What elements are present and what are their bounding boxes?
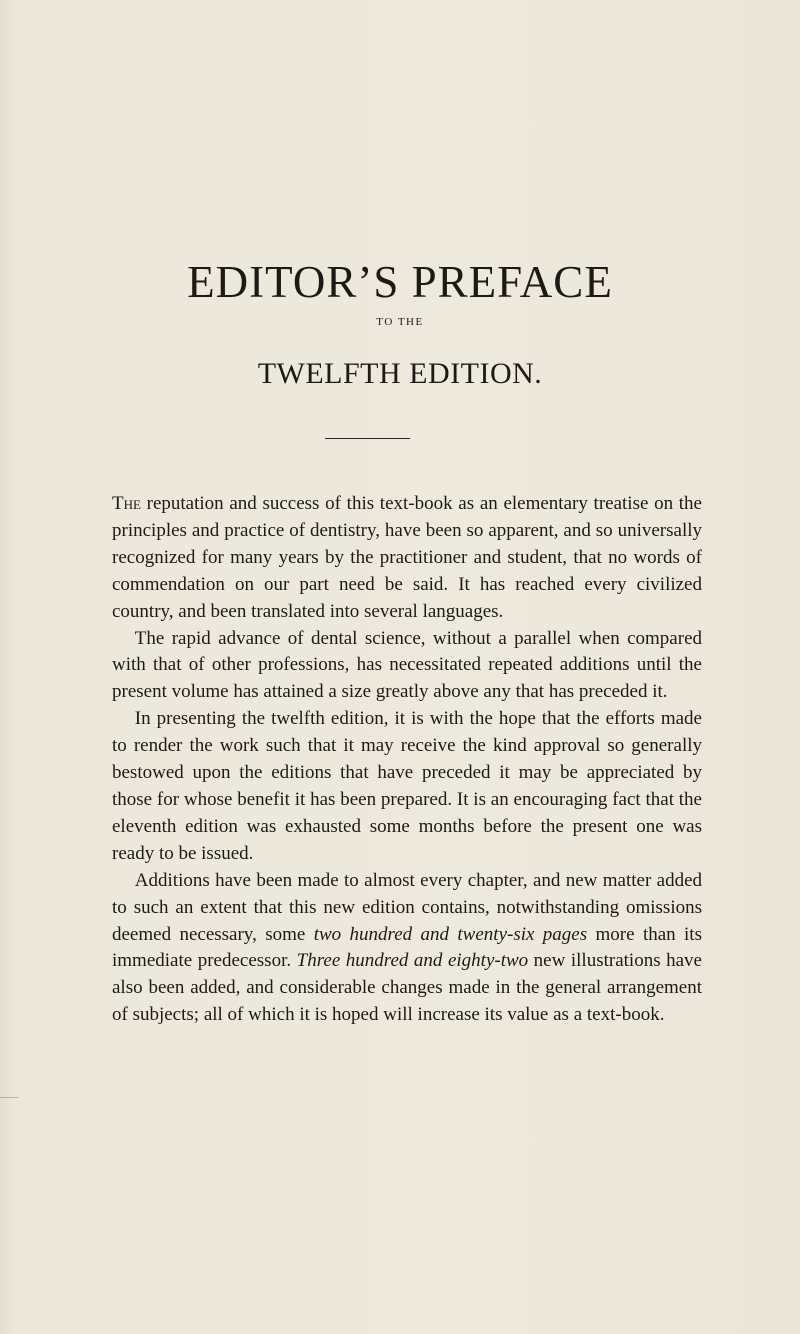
paragraph-4-emphasis-pages: two hundred and twenty-six pages [313, 923, 588, 945]
paragraph-2: The rapid advance of dental science, without a parallel when compared with that of other professions, has necessitated repeated additions until the present volume has attained a size greatly above any that has preceded it. [112, 627, 702, 703]
paragraph-4-text-a: Additions have been made to almost every chapter, and new matter added to such an extent that this new edition contains, notwithstanding omissions deemed necessary, some [112, 869, 702, 945]
page-edge-mark [0, 1097, 18, 1098]
edition-heading: TWELFTH EDITION. [257, 357, 543, 390]
paragraph-4-text-e: new illustrations have also been added, and considerable changes made in the general arrangement of subjects; all of which it is hoped will increase its value as a text-book. [112, 950, 702, 1026]
paragraph-3: In presenting the twelfth edition, it is with the hope that the efforts made to render the work such that it may receive the kind approval so generally bestowed upon the editions that have preceded it may be appreciated by those for whose benefit it has been prepared. It is an encouraging fact that the eleventh edition was exhausted some months before the present one was ready to be issued. [112, 708, 702, 864]
paragraph-1 [112, 491, 702, 626]
preface-subtitle: TO THE [376, 316, 424, 328]
paragraph-4-text-c: more than its immediate predecessor. [112, 923, 702, 972]
preface-title: EDITOR’S PREFACE [187, 257, 613, 307]
preface-body [112, 491, 702, 1029]
paragraph-1-lead: The [112, 493, 141, 514]
paragraph-4-emphasis-illustrations: Three hundred and eighty-two [296, 950, 529, 972]
paragraph-4 [112, 868, 702, 1029]
section-divider-rule [325, 438, 410, 439]
paragraph-1-text: reputation and success of this text-book as an elementary treatise on the principles and practice of dentistry, have been so apparent, and so universally recognized for many years by the practitioner and student, that no words of commendation on our part need be said. It has reached every civilized country, and been translated into several languages. [112, 493, 702, 622]
